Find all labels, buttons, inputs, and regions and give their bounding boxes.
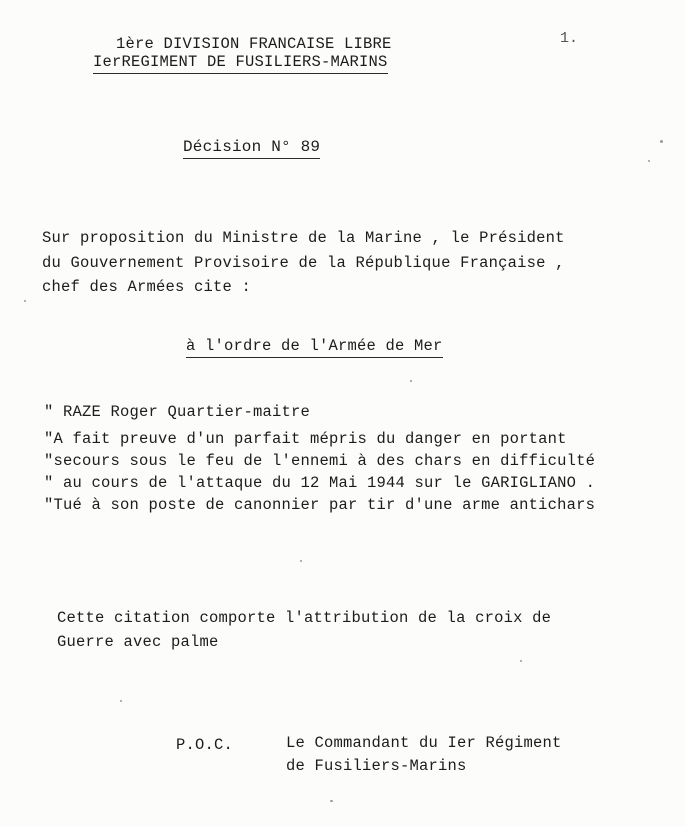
citation-line-1: "A fait preuve d'un parfait mépris du danger en portant: [44, 430, 567, 448]
citation-line-2: "secours sous le feu de l'ennemi à des chars en difficulté: [44, 452, 596, 470]
award-line-2: Guerre avec palme: [57, 633, 219, 651]
scan-speck: [300, 560, 302, 562]
citation-line-4: "Tué à son poste de canonnier par tir d'une arme antichars: [44, 496, 596, 514]
intro-line-1: Sur proposition du Ministre de la Marine , le Président: [42, 229, 565, 247]
scan-speck: [410, 380, 412, 382]
intro-line-3: chef des Armées cite :: [42, 278, 252, 296]
scan-speck: [24, 300, 26, 302]
signature-poc: P.O.C.: [176, 736, 234, 754]
header-regiment: IerREGIMENT DE FUSILIERS-MARINS: [93, 53, 388, 74]
signature-line-1: Le Commandant du Ier Régiment: [286, 734, 562, 752]
scan-speck: [120, 700, 122, 702]
citation-line-3: " au cours de l'attaque du 12 Mai 1944 sur le GARIGLIANO .: [44, 474, 596, 492]
scan-speck: [520, 660, 522, 662]
scan-speck: [648, 160, 650, 162]
award-line-1: Cette citation comporte l'attribution de la croix de: [57, 609, 552, 627]
order-heading: à l'ordre de l'Armée de Mer: [186, 337, 443, 358]
scan-speck: [660, 140, 663, 143]
citation-name-line: " RAZE Roger Quartier-maitre: [44, 403, 311, 421]
scan-speck: [330, 800, 333, 802]
decision-title: Décision N° 89: [183, 138, 320, 159]
header-division: 1ère DIVISION FRANCAISE LIBRE: [116, 35, 392, 53]
page-number: 1.: [560, 30, 579, 47]
signature-line-2: de Fusiliers-Marins: [286, 757, 467, 775]
intro-line-2: du Gouvernement Provisoire de la République Française ,: [42, 254, 565, 272]
